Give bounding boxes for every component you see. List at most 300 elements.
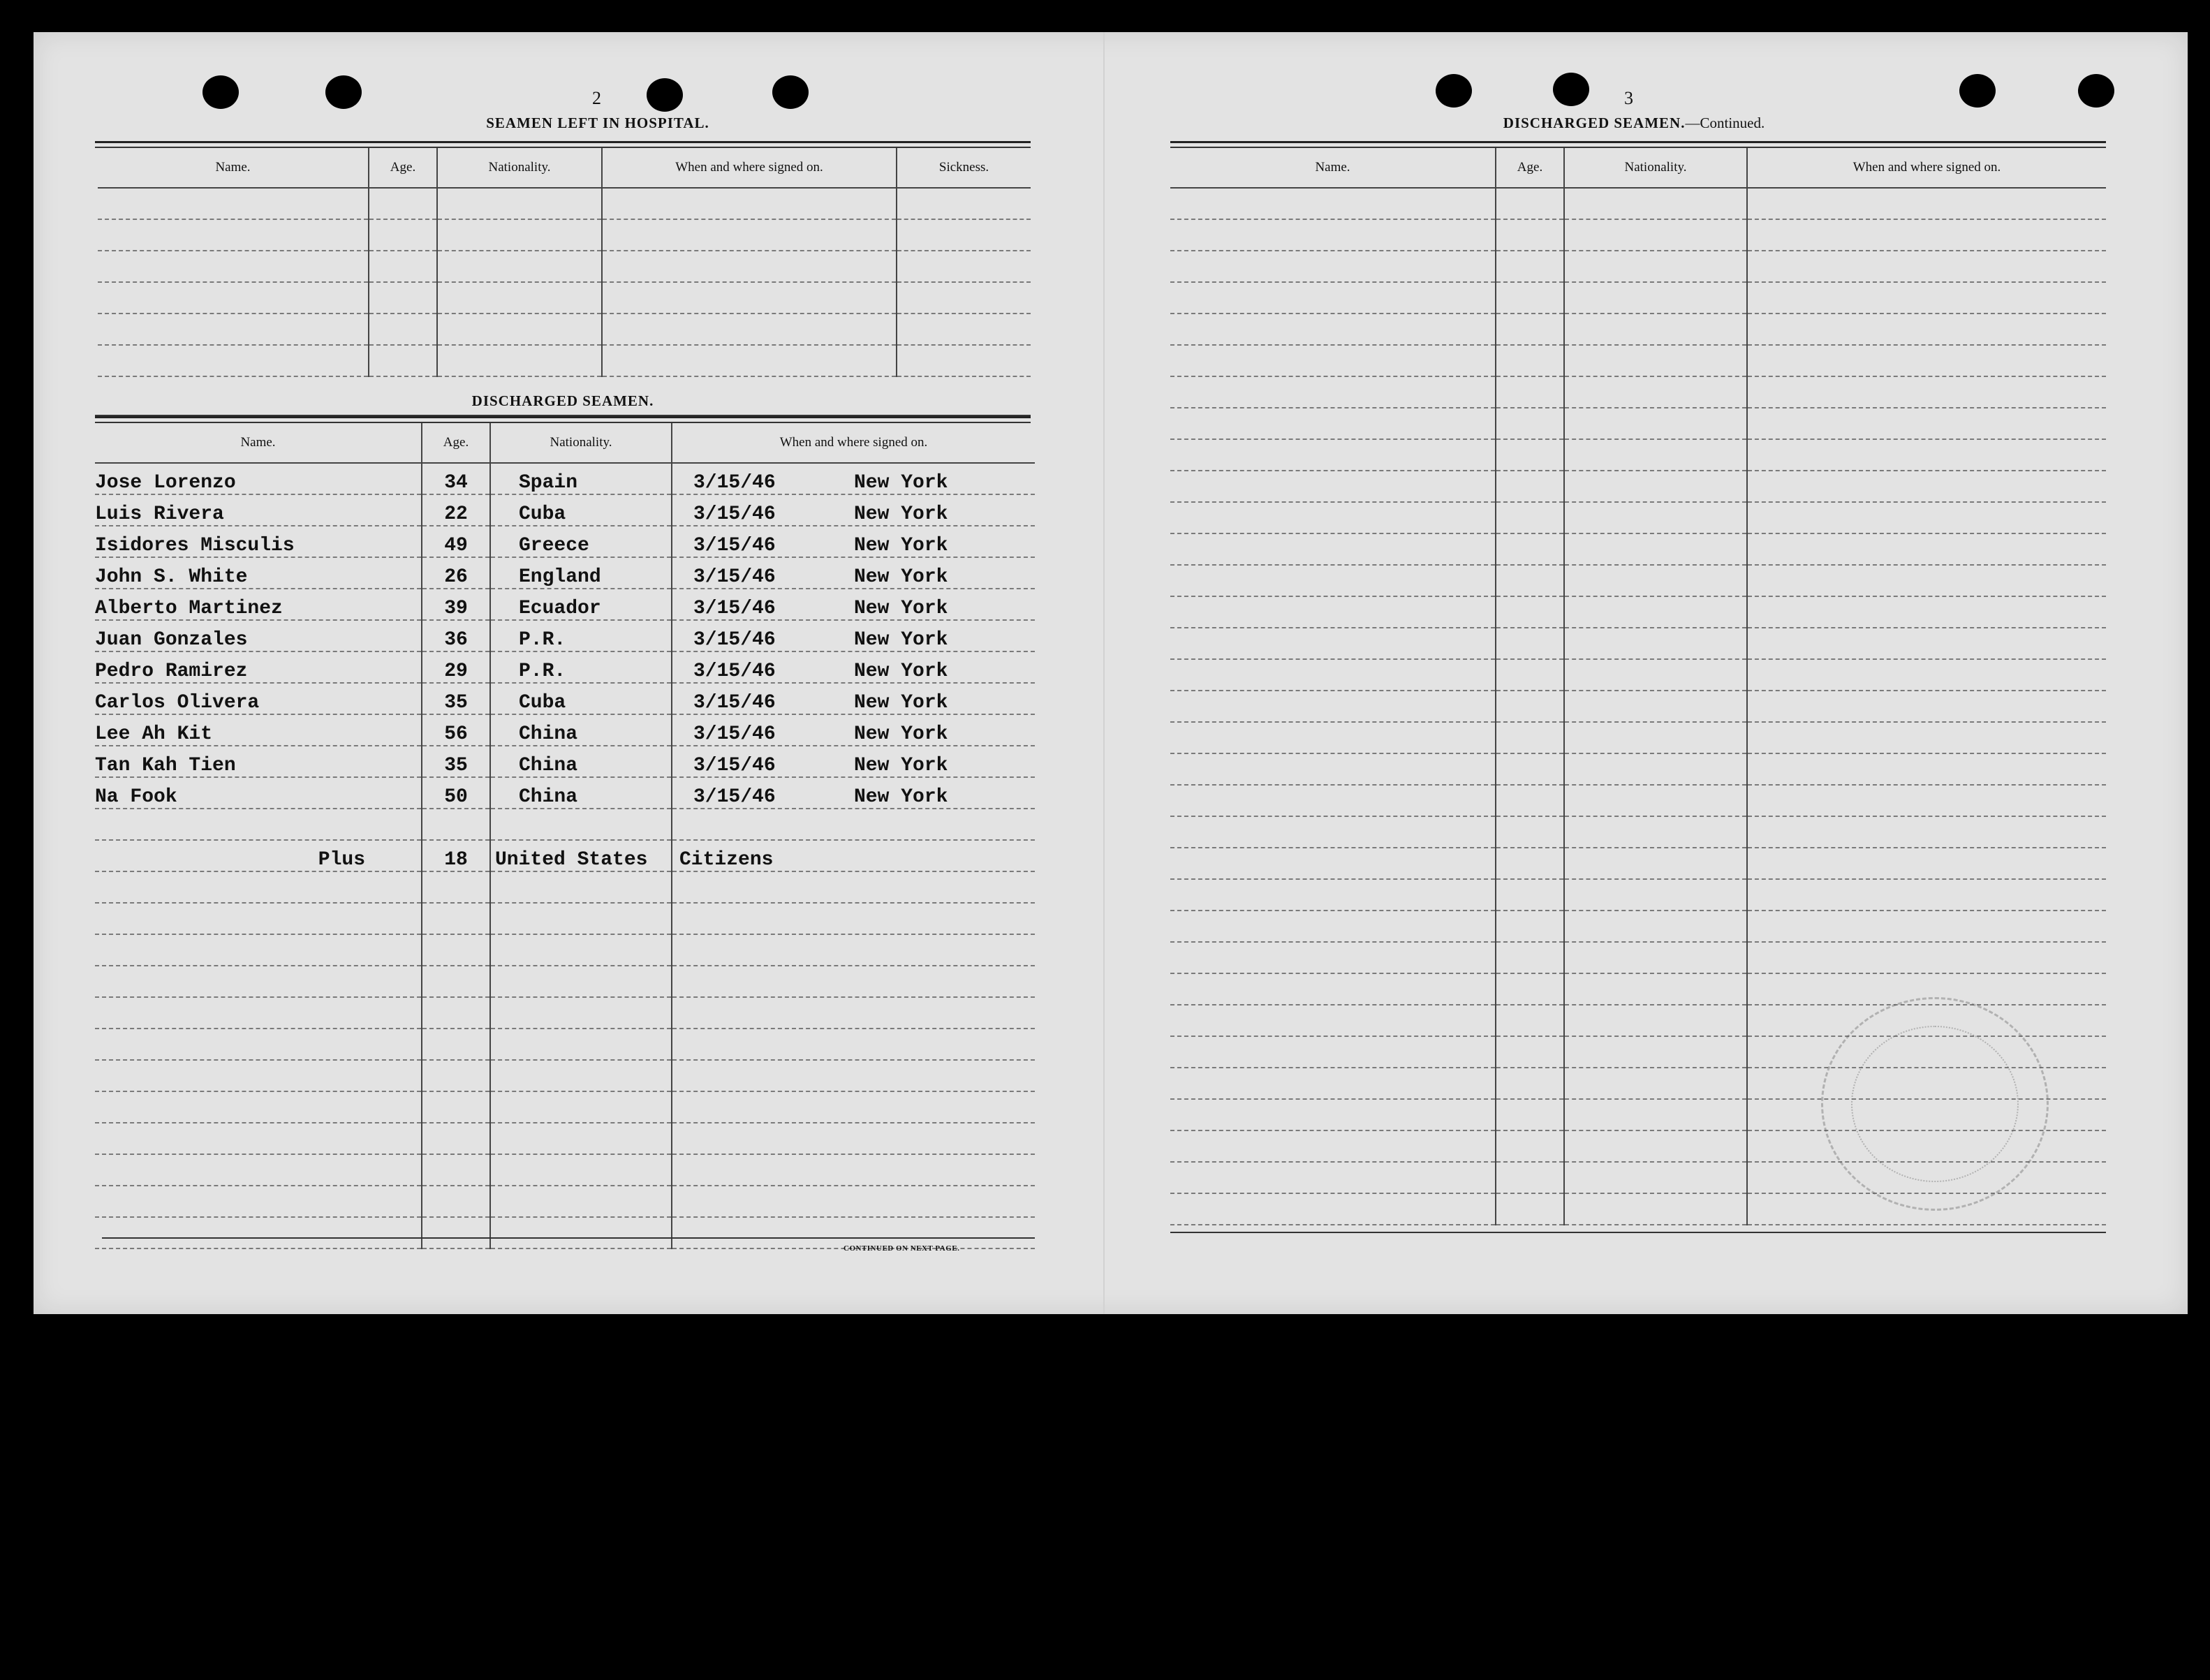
punch-hole [325,75,362,109]
empty-cell [1170,879,1496,911]
empty-cell [1170,502,1496,533]
empty-cell [1747,879,2106,911]
empty-cell [422,1186,490,1217]
hospital-table [98,148,1031,377]
empty-cell [1170,659,1496,691]
empty-cell [1747,471,2106,502]
empty-cell [1170,628,1496,659]
empty-cell [422,1091,490,1123]
empty-cell [95,809,422,840]
empty-cell [1564,1130,1747,1162]
punch-hole [647,78,683,112]
empty-cell [1564,1099,1747,1130]
empty-cell [369,251,437,282]
empty-cell [1747,533,2106,565]
table-row [95,526,1035,557]
empty-cell [490,1217,672,1248]
col-header-name: Name. [1170,148,1496,188]
table-row [1170,879,2106,911]
empty-cell [1170,596,1496,628]
empty-cell [1747,314,2106,345]
signed-on-cell [672,746,1035,777]
plus-row [95,840,1035,871]
page-number: 2 [592,88,601,108]
empty-cell [437,188,602,219]
signed-on-date: 3/15/46 [693,629,776,651]
signed-on-date: 3/15/46 [693,755,776,776]
empty-cell [1496,848,1564,879]
signed-on-cell [672,494,1035,526]
table-row [95,1029,1035,1060]
empty-cell [897,219,1031,251]
table-row [95,777,1035,809]
empty-cell [672,1123,1035,1154]
empty-cell [1564,408,1747,439]
seaman-age: 35 [422,746,490,777]
empty-cell [95,1217,422,1248]
empty-cell [1747,188,2106,219]
seaman-age: 22 [422,494,490,526]
seaman-name: Na Fook [95,777,422,809]
empty-cell [1747,942,2106,973]
empty-cell [1564,628,1747,659]
table-row [1170,188,2106,219]
empty-cell [1747,848,2106,879]
empty-cell [1170,848,1496,879]
signed-on-cell [672,620,1035,651]
empty-cell [490,997,672,1029]
empty-cell [1170,942,1496,973]
discharged-table [95,423,1035,1249]
table-row [1170,565,2106,596]
seaman-nationality: Spain [490,463,672,494]
empty-cell [369,345,437,376]
signed-on-date: 3/15/46 [693,786,776,808]
table-row [1170,659,2106,691]
empty-cell [602,282,897,314]
table-row [95,683,1035,714]
empty-cell [1496,251,1564,282]
col-header-when-where: When and where signed on. [1747,148,2106,188]
empty-cell [490,1154,672,1186]
punch-hole [1959,74,1996,108]
table-row [1170,785,2106,816]
rule [95,416,1031,418]
col-header-name: Name. [98,148,369,188]
signed-on-cell [672,589,1035,620]
empty-cell [1496,1099,1564,1130]
table-row [1170,691,2106,722]
empty-cell [672,1060,1035,1091]
col-header-sickness: Sickness. [897,148,1031,188]
signed-on-place: New York [854,786,948,808]
seaman-nationality: Cuba [490,683,672,714]
empty-cell [1747,502,2106,533]
empty-cell [672,1186,1035,1217]
signed-on-date: 3/15/46 [693,598,776,619]
empty-cell [422,1029,490,1060]
empty-cell [672,903,1035,934]
table-row [1170,816,2106,848]
table-row [95,934,1035,966]
table-row [1170,345,2106,376]
empty-cell [422,997,490,1029]
empty-cell [1564,1036,1747,1068]
empty-cell [98,345,369,376]
table-row [98,219,1031,251]
empty-cell [422,966,490,997]
seaman-name: Pedro Ramirez [95,651,422,683]
discharged-header-row [95,423,1035,463]
table-row [1170,911,2106,942]
empty-cell [1170,1036,1496,1068]
empty-cell [422,809,490,840]
empty-cell [490,934,672,966]
table-row [98,345,1031,376]
seaman-age: 49 [422,526,490,557]
seaman-name: John S. White [95,557,422,589]
empty-cell [98,282,369,314]
signed-on-date: 3/15/46 [693,472,776,494]
empty-cell [1747,408,2106,439]
seaman-age: 50 [422,777,490,809]
table-row [1170,219,2106,251]
empty-cell [1170,251,1496,282]
empty-cell [422,1217,490,1248]
empty-cell [437,345,602,376]
empty-cell [1170,533,1496,565]
empty-cell [1564,785,1747,816]
empty-cell [1747,251,2106,282]
empty-cell [672,966,1035,997]
empty-cell [98,314,369,345]
seaman-age: 34 [422,463,490,494]
table-row [1170,408,2106,439]
table-row [95,809,1035,840]
empty-cell [490,1060,672,1091]
empty-cell [1564,439,1747,471]
punch-hole [1553,73,1589,106]
faded-stamp [1821,997,2049,1211]
empty-cell [95,1123,422,1154]
table-row [95,1091,1035,1123]
empty-cell [1564,596,1747,628]
empty-cell [1170,408,1496,439]
empty-cell [1747,439,2106,471]
empty-cell [672,1029,1035,1060]
empty-cell [1170,691,1496,722]
empty-cell [95,903,422,934]
empty-cell [672,1154,1035,1186]
table-row [1170,722,2106,753]
signed-on-cell [672,683,1035,714]
empty-cell [95,1186,422,1217]
empty-cell [1496,565,1564,596]
empty-cell [1170,565,1496,596]
table-row [98,282,1031,314]
empty-cell [1170,471,1496,502]
empty-cell [1564,188,1747,219]
empty-cell [1496,1036,1564,1068]
empty-cell [1496,942,1564,973]
empty-cell [897,345,1031,376]
table-row [1170,502,2106,533]
empty-cell [1496,659,1564,691]
empty-cell [1747,596,2106,628]
empty-cell [490,903,672,934]
empty-cell [602,251,897,282]
empty-cell [1747,785,2106,816]
table-row [1170,628,2106,659]
signed-on-cell [672,557,1035,589]
signed-on-date: 3/15/46 [693,503,776,525]
signed-on-date: 3/15/46 [693,566,776,588]
empty-cell [1496,314,1564,345]
seaman-age: 26 [422,557,490,589]
signed-on-date: 3/15/46 [693,692,776,714]
punch-hole [1436,74,1472,108]
empty-cell [1564,502,1747,533]
empty-cell [1564,1193,1747,1225]
empty-cell [1564,942,1747,973]
empty-cell [1564,973,1747,1005]
empty-cell [1496,628,1564,659]
signed-on-place: New York [854,692,948,714]
plus-nationality: United States [490,840,672,871]
empty-cell [422,1154,490,1186]
seaman-name: Jose Lorenzo [95,463,422,494]
rule [95,141,1031,143]
signed-on-cell [672,777,1035,809]
punch-hole [2078,74,2114,108]
empty-cell [1747,722,2106,753]
signed-on-date: 3/15/46 [693,535,776,557]
signed-on-cell [672,651,1035,683]
table-row [95,714,1035,746]
empty-cell [95,1060,422,1091]
empty-cell [602,345,897,376]
table-row [95,966,1035,997]
right-section-title [1503,115,1765,132]
signed-on-place: New York [854,661,948,682]
table-row [95,494,1035,526]
empty-cell [602,219,897,251]
empty-cell [95,1154,422,1186]
empty-cell [1170,345,1496,376]
empty-cell [1564,533,1747,565]
hospital-header-row [98,148,1031,188]
empty-cell [1170,753,1496,785]
rule [1170,141,2106,143]
empty-cell [897,314,1031,345]
empty-cell [490,809,672,840]
signed-on-cell [672,526,1035,557]
empty-cell [1170,188,1496,219]
empty-cell [1170,816,1496,848]
seaman-name: Isidores Misculis [95,526,422,557]
empty-cell [1496,1162,1564,1193]
empty-cell [1170,1099,1496,1130]
empty-cell [1496,376,1564,408]
empty-cell [422,1123,490,1154]
empty-cell [672,809,1035,840]
table-row [95,589,1035,620]
empty-cell [1564,659,1747,691]
empty-cell [1747,376,2106,408]
empty-cell [1564,911,1747,942]
table-row [95,651,1035,683]
empty-cell [1747,659,2106,691]
empty-cell [1496,408,1564,439]
empty-cell [1747,753,2106,785]
signed-on-place: New York [854,755,948,776]
title-suffix: —Continued. [1685,115,1765,131]
signed-on-cell [672,714,1035,746]
empty-cell [490,871,672,903]
empty-cell [1496,973,1564,1005]
table-row [95,997,1035,1029]
title-main: DISCHARGED SEAMEN. [1503,115,1686,131]
empty-cell [422,871,490,903]
empty-cell [1496,471,1564,502]
table-row [95,1186,1035,1217]
empty-cell [1564,251,1747,282]
empty-cell [95,1091,422,1123]
seaman-name: Juan Gonzales [95,620,422,651]
table-row [1170,439,2106,471]
table-row [98,188,1031,219]
seaman-age: 29 [422,651,490,683]
col-header-nationality: Nationality. [490,423,672,463]
empty-cell [1170,219,1496,251]
seaman-age: 35 [422,683,490,714]
empty-cell [1496,533,1564,565]
empty-cell [369,314,437,345]
table-row [1170,376,2106,408]
empty-cell [1170,439,1496,471]
empty-cell [1564,565,1747,596]
empty-cell [437,251,602,282]
empty-cell [422,903,490,934]
table-row [95,903,1035,934]
empty-cell [1747,816,2106,848]
signed-on-place: New York [854,598,948,619]
table-row [95,557,1035,589]
empty-cell [1170,1130,1496,1162]
empty-cell [437,314,602,345]
col-header-when-where: When and where signed on. [602,148,897,188]
table-row [1170,314,2106,345]
seaman-nationality: China [490,777,672,809]
empty-cell [1496,345,1564,376]
plus-label: Plus [95,840,422,871]
empty-cell [1564,1068,1747,1099]
col-header-nationality: Nationality. [1564,148,1747,188]
col-header-age: Age. [1496,148,1564,188]
left-page [95,32,1059,1314]
empty-cell [369,282,437,314]
empty-cell [95,1029,422,1060]
empty-cell [1747,219,2106,251]
rule [102,1237,1035,1239]
empty-cell [1564,1005,1747,1036]
empty-cell [1747,911,2106,942]
empty-cell [1496,785,1564,816]
empty-cell [1564,848,1747,879]
empty-cell [1564,282,1747,314]
empty-cell [1496,722,1564,753]
empty-cell [1564,879,1747,911]
empty-cell [490,1123,672,1154]
empty-cell [672,934,1035,966]
seaman-name: Luis Rivera [95,494,422,526]
table-row [95,463,1035,494]
table-row [1170,282,2106,314]
seaman-age: 39 [422,589,490,620]
empty-cell [95,966,422,997]
hospital-section-title: SEAMEN LEFT IN HOSPITAL. [486,115,709,131]
col-header-name: Name. [95,423,422,463]
table-row [95,1154,1035,1186]
empty-cell [1170,911,1496,942]
seaman-nationality: Ecuador [490,589,672,620]
empty-cell [1496,439,1564,471]
table-row [95,620,1035,651]
rule [1170,1232,2106,1233]
seaman-name: Lee Ah Kit [95,714,422,746]
empty-cell [1496,188,1564,219]
empty-cell [490,1091,672,1123]
empty-cell [1747,565,2106,596]
center-fold [1103,32,1105,1314]
empty-cell [490,1186,672,1217]
empty-cell [1496,911,1564,942]
empty-cell [897,282,1031,314]
seaman-nationality: P.R. [490,651,672,683]
signed-on-place: New York [854,472,948,494]
empty-cell [1496,691,1564,722]
empty-cell [490,966,672,997]
table-row [95,1123,1035,1154]
seaman-nationality: China [490,746,672,777]
empty-cell [602,188,897,219]
empty-cell [1496,502,1564,533]
empty-cell [1170,282,1496,314]
empty-cell [422,934,490,966]
plus-citizens: Citizens [672,840,1035,871]
empty-cell [1564,753,1747,785]
empty-cell [1496,282,1564,314]
col-header-when-where: When and where signed on. [672,423,1035,463]
table-row [95,871,1035,903]
empty-cell [1170,376,1496,408]
continued-header-row [1170,148,2106,188]
empty-cell [1170,973,1496,1005]
empty-cell [1170,1005,1496,1036]
empty-cell [1496,1068,1564,1099]
seaman-nationality: P.R. [490,620,672,651]
empty-cell [602,314,897,345]
signed-on-place: New York [854,535,948,557]
table-row [95,746,1035,777]
empty-cell [1564,314,1747,345]
col-header-age: Age. [369,148,437,188]
seaman-age: 36 [422,620,490,651]
table-row [1170,596,2106,628]
table-row [1170,251,2106,282]
empty-cell [1496,816,1564,848]
table-row [1170,753,2106,785]
